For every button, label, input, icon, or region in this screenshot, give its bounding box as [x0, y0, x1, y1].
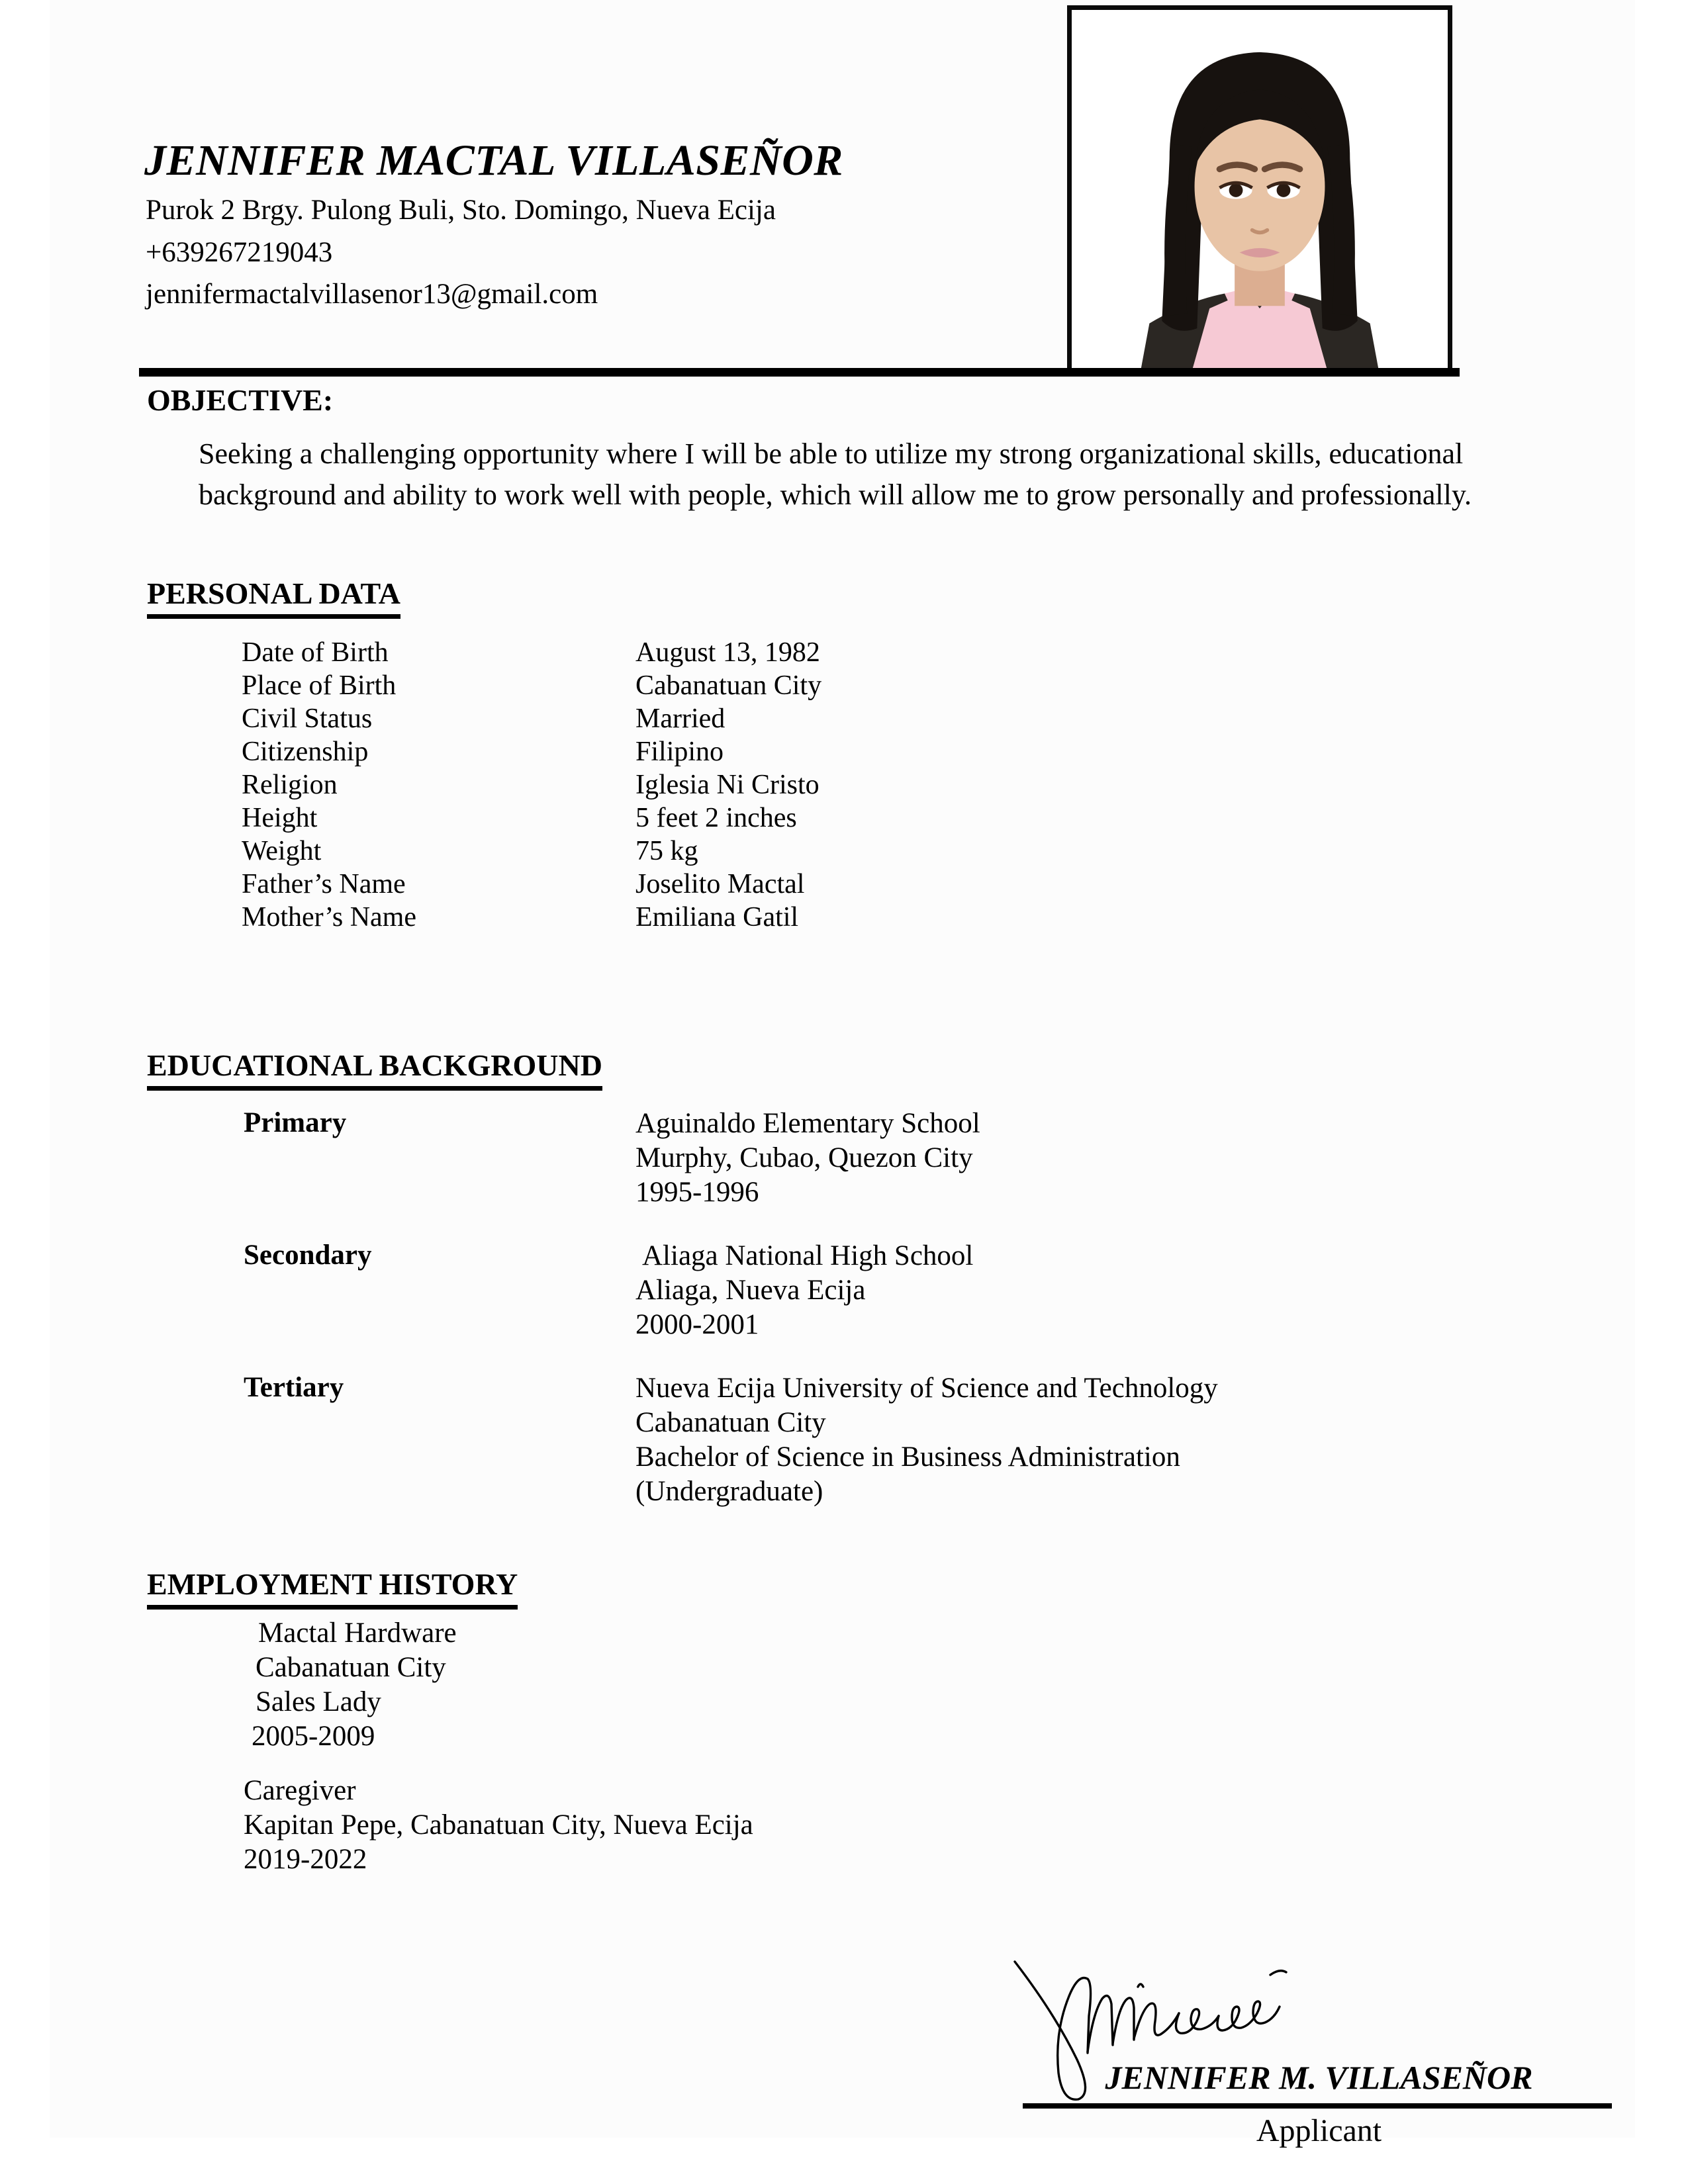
- applicant-photo: [1067, 5, 1452, 375]
- table-row: [242, 868, 821, 901]
- field-label: Mother’s Name: [242, 902, 416, 933]
- education-years: 2000-2001: [635, 1309, 759, 1340]
- table-row: [242, 736, 821, 769]
- table-row: [242, 670, 821, 703]
- field-value: Filipino: [635, 737, 724, 767]
- education-status: (Undergraduate): [635, 1476, 823, 1507]
- education-details: [635, 1239, 973, 1342]
- field-value: Joselito Mactal: [635, 869, 805, 899]
- objective-heading: OBJECTIVE:: [147, 383, 334, 417]
- education-location: Aliaga, Nueva Ecija: [635, 1275, 866, 1306]
- job-years: 2005-2009: [252, 1721, 375, 1752]
- employer-location: Kapitan Pepe, Cabanatuan City, Nueva Ecija: [244, 1809, 753, 1841]
- education-location: Murphy, Cubao, Quezon City: [635, 1142, 973, 1173]
- field-label: Father’s Name: [242, 869, 406, 899]
- field-label: Religion: [242, 770, 338, 800]
- education-details: [635, 1371, 1218, 1509]
- contact-address: Purok 2 Brgy. Pulong Buli, Sto. Domingo, Nueva Ecija: [146, 195, 776, 226]
- employer-location: Cabanatuan City: [256, 1652, 446, 1683]
- field-value: Cabanatuan City: [635, 670, 822, 701]
- field-label: Height: [242, 803, 318, 833]
- table-row: [242, 835, 821, 868]
- education-location: Cabanatuan City: [635, 1407, 826, 1438]
- header-divider: [139, 368, 1460, 377]
- education-level: Primary: [244, 1107, 347, 1138]
- table-row: [242, 769, 821, 802]
- job-title: Sales Lady: [256, 1686, 381, 1717]
- education-school: Aliaga National High School: [642, 1240, 974, 1271]
- education-school: Nueva Ecija University of Science and Technology: [635, 1373, 1218, 1404]
- education-heading: EDUCATIONAL BACKGROUND: [147, 1048, 602, 1091]
- employment-entry: [244, 1774, 1688, 1877]
- table-row: [242, 901, 821, 934]
- resume-header: [0, 0, 1688, 374]
- field-value: 75 kg: [635, 836, 698, 866]
- field-label: Civil Status: [242, 704, 373, 734]
- education-level: Tertiary: [244, 1372, 344, 1403]
- education-school: Aguinaldo Elementary School: [635, 1108, 980, 1139]
- table-row: [242, 703, 821, 736]
- field-value: Iglesia Ni Cristo: [635, 770, 820, 800]
- employment-heading: EMPLOYMENT HISTORY: [147, 1567, 518, 1610]
- personal-data-heading: PERSONAL DATA: [147, 576, 400, 619]
- employer-name: Mactal Hardware: [258, 1617, 457, 1649]
- field-value: Married: [635, 704, 726, 734]
- field-value: 5 feet 2 inches: [635, 803, 797, 833]
- objective-text: Seeking a challenging opportunity where I will be able to utilize my strong organizational skills, educational background and ability to work well with people, which will allow me to grow personally and professionally.: [199, 437, 1472, 511]
- education-details: [635, 1107, 980, 1210]
- field-label: Place of Birth: [242, 670, 397, 701]
- job-years: 2019-2022: [244, 1844, 367, 1875]
- personal-data-table: [242, 637, 821, 934]
- education-level: Secondary: [244, 1240, 372, 1271]
- field-label: Date of Birth: [242, 637, 389, 668]
- field-value: August 13, 1982: [635, 637, 820, 668]
- table-row: [242, 802, 821, 835]
- photo-image: [1072, 10, 1448, 371]
- field-label: Citizenship: [242, 737, 369, 767]
- contact-email: jennifermactalvillasenor13@gmail.com: [146, 279, 598, 310]
- page-title: JENNIFER MACTAL VILLASEÑOR: [144, 136, 843, 185]
- signature-role-label: Applicant: [1256, 2113, 1382, 2148]
- field-value: Emiliana Gatil: [635, 902, 799, 933]
- signature-printed-name: JENNIFER M. VILLASEÑOR: [1105, 2059, 1533, 2096]
- employment-entry: [252, 1616, 1688, 1754]
- field-label: Weight: [242, 836, 322, 866]
- education-degree: Bachelor of Science in Business Administration: [635, 1441, 1180, 1473]
- job-title: Caregiver: [244, 1775, 356, 1806]
- education-years: 1995-1996: [635, 1177, 759, 1208]
- signature-line: [1023, 2103, 1612, 2109]
- table-row: [242, 637, 821, 670]
- contact-phone: +639267219043: [146, 237, 333, 268]
- portrait-illustration: [1072, 10, 1448, 371]
